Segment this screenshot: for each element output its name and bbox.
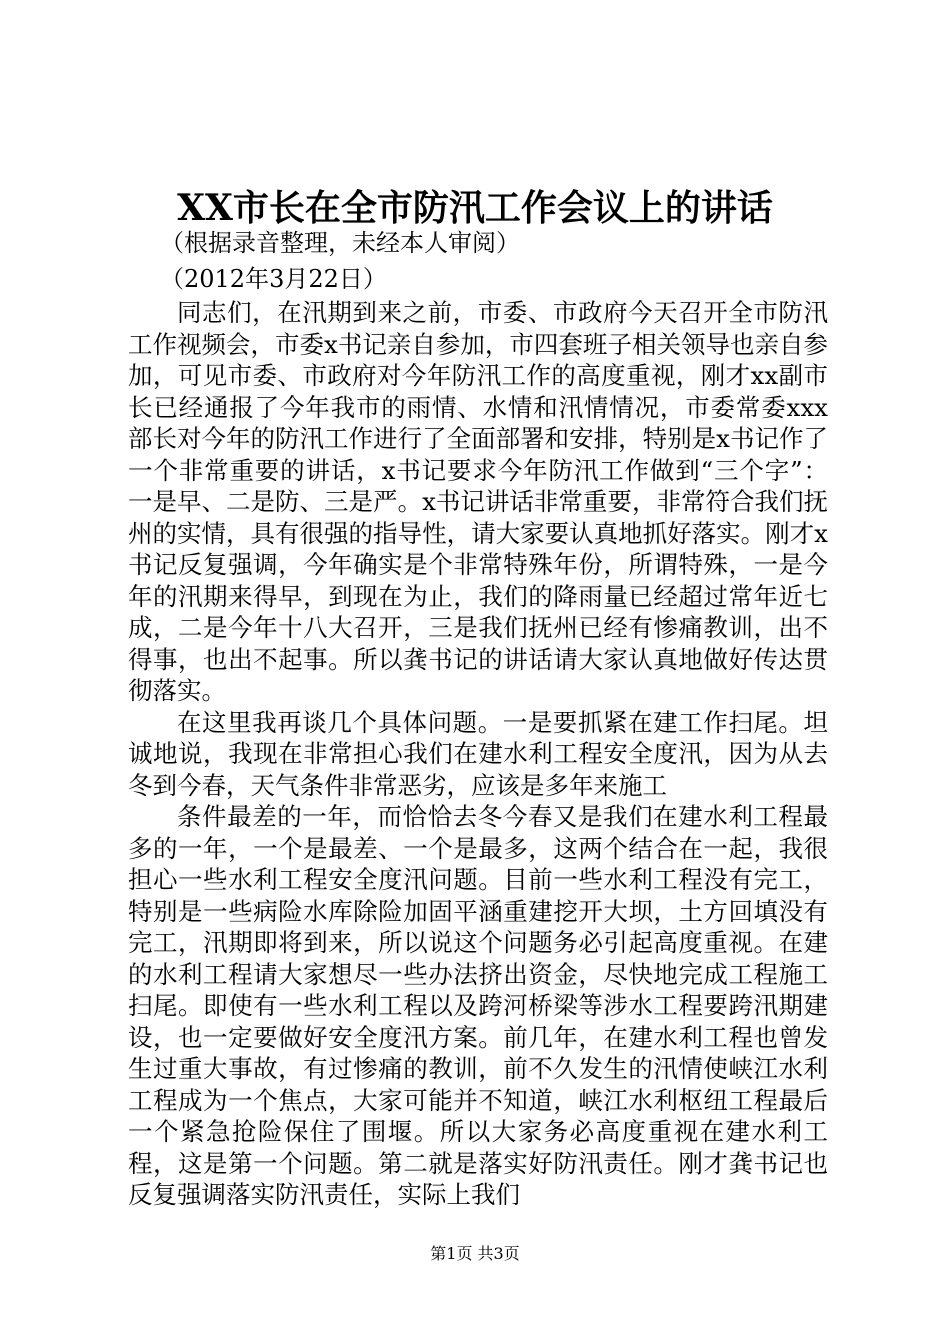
paragraph: 在这里我再谈几个具体问题。一是要抓紧在建工作扫尾。坦诚地说，我现在非常担心我们在建水利工程安全度汛，因为从去冬到今春，天气条件非常恶劣，应该是多年来施工 [128,707,828,800]
transcript-note: （根据录音整理，未经本人审阅） [160,229,520,257]
paragraph: 条件最差的一年，而恰恰去冬今春又是我们在建水利工程最多的一年，一个是最差、一个是最多，这两个结合在一起，我很担心一些水利工程安全度汛问题。目前一些水利工程没有完工，特别是一些病险水库除险加固平涵重建挖开大坝，土方回填没有完工，汛期即将到来，所以说这个问题务必引起高度重视。在建的水利工程请大家想尽一些办法挤出资金，尽快地完成工程施工扫尾。即使有一些水利工程以及跨河桥梁等涉水工程要跨汛期建设，也一定要做好安全度汛方案。前几年，在建水利工程也曾发生过重大事故，有过惨痛的教训，前不久发生的汛情使峡江水利工程成为一个焦点，大家可能并不知道，峡江水利枢纽工程最后一个紧急抢险保住了围堰。所以大家务必高度重视在建水利工程，这是第一个问题。第二就是落实好防汛责任。刚才龚书记也反复强调落实防汛责任，实际上我们 [128,802,828,1209]
paragraph: 同志们，在汛期到来之前，市委、市政府今天召开全市防汛工作视频会，市委x书记亲自参加，市四套班子相关领导也亲自参加，可见市委、市政府对今年防汛工作的高度重视，刚才xx副市长已经通报了今年我市的雨情、水情和汛情情况，市委常委xxx部长对今年的防汛工作进行了全面部署和安排，特别是x书记作了一个非常重要的讲话，x书记要求今年防汛工作做到“三个字”：一是早、二是防、三是严。x书记讲话非常重要，非常符合我们抚州的实情，具有很强的指导性，请大家要认真地抓好落实。刚才x书记反复强调，今年确实是个非常特殊年份，所谓特殊，一是今年的汛期来得早，到现在为止，我们的降雨量已经超过常年近七成，二是今年十八大召开，三是我们抚州已经有惨痛教训，出不得事，也出不起事。所以龚书记的讲话请大家认真地做好传达贯彻落实。 [128,298,828,705]
document-title: XX市长在全市防汛工作会议上的讲话 [177,187,773,229]
page-number: 第1页 共3页 [430,1244,520,1263]
document-body [128,297,828,1211]
speech-date: （2012年3月22日） [160,265,387,293]
